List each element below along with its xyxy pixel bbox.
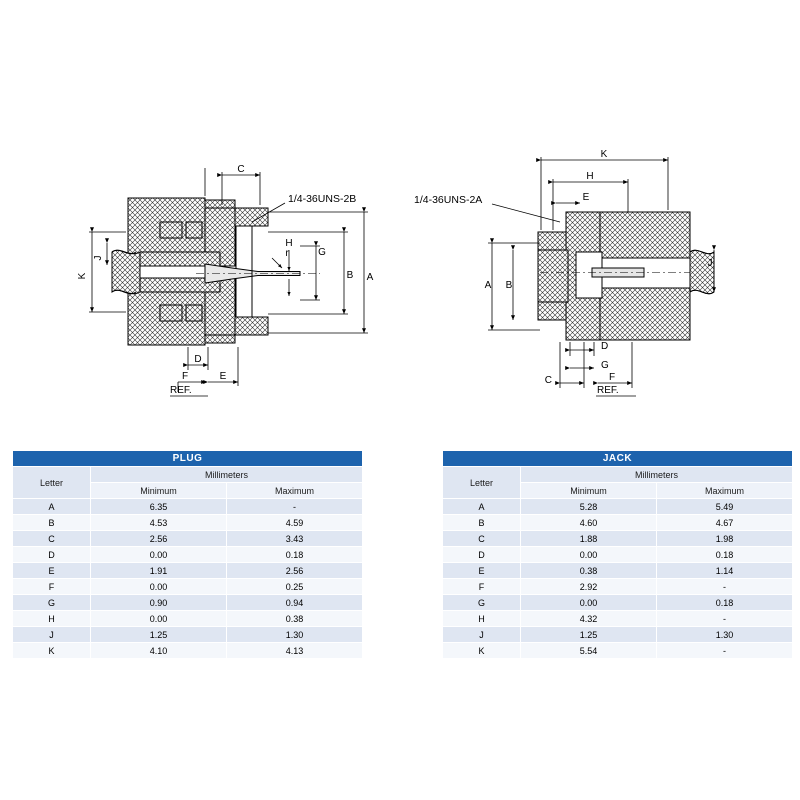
plug-dim-j: J — [93, 255, 104, 261]
jack-row-letter: K — [443, 643, 521, 659]
table-row — [443, 547, 793, 563]
jack-dim-j: J — [707, 258, 713, 269]
plug-spec-table — [12, 450, 363, 659]
plug-row-min: 2.56 — [91, 531, 227, 547]
plug-row-max: 2.56 — [227, 563, 363, 579]
jack-row-max: 1.30 — [657, 627, 793, 643]
plug-row-min: 4.10 — [91, 643, 227, 659]
jack-row-max: 1.98 — [657, 531, 793, 547]
plug-dim-r: r — [285, 248, 289, 259]
jack-row-letter: E — [443, 563, 521, 579]
table-row — [443, 627, 793, 643]
table-row — [13, 579, 363, 595]
plug-row-max: 3.43 — [227, 531, 363, 547]
plug-row-max: 0.94 — [227, 595, 363, 611]
jack-row-min: 0.00 — [521, 595, 657, 611]
plug-dim-c: C — [237, 164, 245, 175]
jack-dim-e: E — [582, 192, 590, 203]
jack-row-min: 0.00 — [521, 547, 657, 563]
jack-row-max: - — [657, 579, 793, 595]
jack-dim-a: A — [484, 280, 492, 291]
plug-row-min: 0.00 — [91, 611, 227, 627]
jack-dim-c: C — [544, 375, 552, 386]
jack-dim-k: K — [600, 149, 608, 160]
jack-row-min: 1.25 — [521, 627, 657, 643]
jack-row-max: - — [657, 643, 793, 659]
jack-ref-label: REF. — [597, 385, 619, 396]
plug-row-max: 0.25 — [227, 579, 363, 595]
plug-row-max: 4.59 — [227, 515, 363, 531]
plug-table-title-row — [13, 451, 363, 467]
jack-row-max: 0.18 — [657, 595, 793, 611]
table-row — [443, 499, 793, 515]
table-row — [13, 627, 363, 643]
jack-row-min: 0.38 — [521, 563, 657, 579]
plug-letter-header: Letter — [13, 467, 91, 499]
plug-dim-f: F — [181, 371, 189, 382]
jack-letter-header: Letter — [443, 467, 521, 499]
table-row — [443, 563, 793, 579]
plug-units-header: Millimeters — [91, 467, 363, 483]
plug-row-letter: E — [13, 563, 91, 579]
plug-row-min: 0.90 — [91, 595, 227, 611]
jack-row-min: 5.28 — [521, 499, 657, 515]
jack-row-min: 1.88 — [521, 531, 657, 547]
plug-row-max: - — [227, 499, 363, 515]
plug-table-wrap — [12, 450, 362, 659]
jack-row-letter: F — [443, 579, 521, 595]
table-row — [13, 515, 363, 531]
jack-dim-d: D — [601, 341, 609, 352]
plug-dim-k: K — [77, 272, 88, 280]
plug-dim-e: E — [219, 371, 227, 382]
table-row — [13, 531, 363, 547]
table-row — [443, 643, 793, 659]
table-row — [443, 611, 793, 627]
plug-row-min: 1.91 — [91, 563, 227, 579]
plug-ref-label: REF. — [170, 385, 192, 396]
jack-dim-f: F — [608, 372, 616, 383]
jack-dim-b: B — [505, 280, 513, 291]
plug-row-max: 1.30 — [227, 627, 363, 643]
jack-spec-table — [442, 450, 793, 659]
plug-row-max: 4.13 — [227, 643, 363, 659]
table-row — [443, 595, 793, 611]
plug-row-letter: A — [13, 499, 91, 515]
plug-row-letter: J — [13, 627, 91, 643]
plug-row-min: 6.35 — [91, 499, 227, 515]
plug-drawing — [112, 198, 320, 345]
table-row — [13, 595, 363, 611]
table-row — [13, 563, 363, 579]
plug-row-min: 1.25 — [91, 627, 227, 643]
plug-row-min: 0.00 — [91, 547, 227, 563]
table-row — [13, 499, 363, 515]
plug-row-letter: D — [13, 547, 91, 563]
plug-row-max: 0.18 — [227, 547, 363, 563]
table-row — [13, 611, 363, 627]
plug-dim-a: A — [366, 272, 374, 283]
jack-row-letter: C — [443, 531, 521, 547]
plug-row-max: 0.38 — [227, 611, 363, 627]
spec-tables — [0, 450, 800, 670]
jack-row-max: 0.18 — [657, 547, 793, 563]
jack-units-header: Millimeters — [521, 467, 793, 483]
jack-row-max: - — [657, 611, 793, 627]
plug-row-letter: C — [13, 531, 91, 547]
plug-dimensions — [205, 168, 260, 205]
plug-min-header: Minimum — [91, 483, 227, 499]
jack-row-max: 1.14 — [657, 563, 793, 579]
plug-dim-h: H — [285, 238, 293, 249]
plug-row-letter: K — [13, 643, 91, 659]
plug-dim-d: D — [194, 354, 202, 365]
jack-row-letter: J — [443, 627, 521, 643]
plug-row-letter: H — [13, 611, 91, 627]
plug-row-letter: F — [13, 579, 91, 595]
jack-row-max: 4.67 — [657, 515, 793, 531]
plug-dim-g: G — [318, 247, 326, 258]
jack-row-min: 5.54 — [521, 643, 657, 659]
plug-table-title: PLUG — [13, 451, 363, 467]
jack-row-letter: D — [443, 547, 521, 563]
jack-row-min: 2.92 — [521, 579, 657, 595]
jack-table-units-row — [443, 467, 793, 483]
table-row — [443, 579, 793, 595]
jack-table-title-row — [443, 451, 793, 467]
table-row — [13, 547, 363, 563]
table-row — [13, 643, 363, 659]
plug-row-min: 0.00 — [91, 579, 227, 595]
jack-row-letter: B — [443, 515, 521, 531]
plug-max-header: Maximum — [227, 483, 363, 499]
jack-row-max: 5.49 — [657, 499, 793, 515]
jack-row-min: 4.32 — [521, 611, 657, 627]
jack-row-letter: H — [443, 611, 521, 627]
jack-min-header: Minimum — [521, 483, 657, 499]
jack-table-wrap — [442, 450, 792, 659]
jack-dim-g: G — [601, 360, 609, 371]
jack-row-min: 4.60 — [521, 515, 657, 531]
jack-row-letter: A — [443, 499, 521, 515]
plug-row-min: 4.53 — [91, 515, 227, 531]
jack-row-letter: G — [443, 595, 521, 611]
plug-thread-label: 1/4-36UNS-2B — [288, 193, 357, 205]
jack-drawing — [538, 212, 714, 340]
plug-dim-b: B — [346, 270, 354, 281]
jack-thread-label: 1/4-36UNS-2A — [414, 194, 483, 206]
plug-row-letter: G — [13, 595, 91, 611]
jack-max-header: Maximum — [657, 483, 793, 499]
table-row — [443, 515, 793, 531]
jack-table-title: JACK — [443, 451, 793, 467]
plug-table-units-row — [13, 467, 363, 483]
table-row — [443, 531, 793, 547]
plug-row-letter: B — [13, 515, 91, 531]
jack-dim-h: H — [586, 171, 594, 182]
